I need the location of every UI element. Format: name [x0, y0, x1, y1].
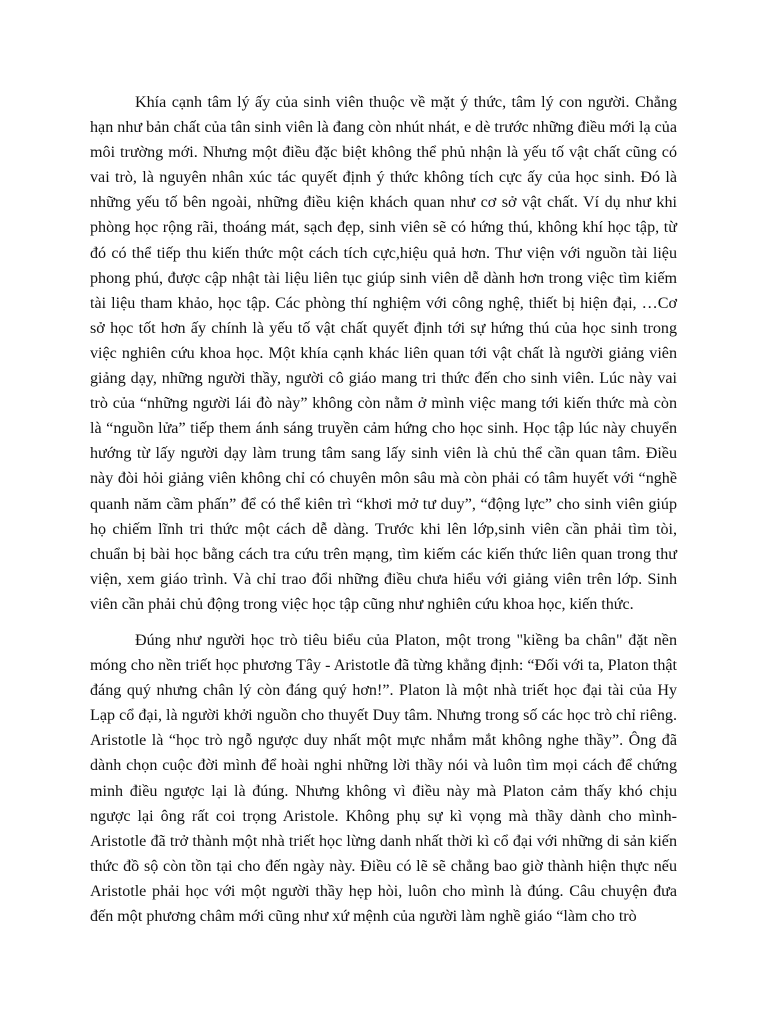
paragraph-1: Khía cạnh tâm lý ấy của sinh viên thuộc về mặt ý thức, tâm lý con người. Chẳng hạn như bản chất của tân sinh viên là đang còn nhút nhát, e dè trước những điều mới lạ của môi trường mới. Nhưng một điều đặc biệt không thể phủ nhận là yếu tố vật chất cũng có vai trò, là nguyên nhân xúc tác quyết định ý thức không tích cực ấy của học sinh. Đó là những yếu tố bên ngoài, những điều kiện khách quan như cơ sở vật chất. Ví dụ như khi phòng học rộng rãi, thoáng mát, sạch đẹp, sinh viên sẽ có hứng thú, không khí học tập, từ đó có thể tiếp thu kiến thức một cách tích cực,hiệu quả hơn. Thư viện với nguồn tài liệu phong phú, được cập nhật tài liệu liên tục giúp sinh viên dễ dành hơn trong việc tìm kiếm tài liệu tham khảo, học tập. Các phòng thí nghiệm với công nghệ, thiết bị hiện đại, …Cơ sở học tốt hơn ấy chính là yếu tố vật chất quyết định tới sự hứng thú của học sinh trong việc nghiên cứu khoa học. Một khía cạnh khác liên quan tới vật chất là người giảng viên giảng dạy, những người thầy, người cô giáo mang tri thức đến cho sinh viên. Lúc này vai trò của “những người lái đò này” không còn nằm ở mình việc mang tới kiến thức mà còn là “nguồn lửa” tiếp them ánh sáng truyền cảm hứng cho học sinh. Học tập lúc này chuyển hướng từ lấy người dạy làm trung tâm sang lấy sinh viên là chủ thể cần quan tâm. Điều này đòi hỏi giảng viên không chỉ có chuyên môn sâu mà còn phải có tâm huyết với “nghề quanh năm cầm phấn” để có thể kiên trì “khơi mở tư duy”, “động lực” cho sinh viên giúp họ chiếm lĩnh tri thức một cách dễ dàng. Trước khi lên lớp,sinh viên cần phải tìm tòi, chuẩn bị bài học bằng cách tra cứu trên mạng, tìm kiếm các kiến thức liên quan trong thư viện, xem giáo trình. Và chỉ trao đổi những điều chưa hiểu với giảng viên trên lớp. Sinh viên cần phải chủ động trong việc học tập cũng như nghiên cứu khoa học, kiến thức.	[90, 94, 677, 613]
paragraph-2: Đúng như người học trò tiêu biểu của Platon, một trong "kiềng ba chân" đặt nền móng cho nền triết học phương Tây - Aristotle đã từng khẳng định: “Đối với ta, Platon thật đáng quý nhưng chân lý còn đáng quý hơn!”. Platon là một nhà triết học đại tài của Hy Lạp cổ đại, là người khởi nguồn cho thuyết Duy tâm. Nhưng trong số các học trò chỉ riêng. Aristotle là “học trò ngỗ ngược duy nhất một mực nhắm mắt không nghe thầy”. Ông đã dành chọn cuộc đời mình để hoài nghi những lời thầy nói và luôn tìm mọi cách để chứng minh điều ngược lại là đúng. Nhưng không vì điều này mà Platon cảm thấy khó chịu ngược lại ông rất coi trọng Aristole. Không phụ sự kì vọng mà thầy dành cho mình- Aristotle đã trở thành một nhà triết học lừng danh nhất thời kì cổ đại với những di sản kiến thức đồ sộ còn tồn tại cho đến ngày này. Điều có lẽ sẽ chẳng bao giờ thành hiện thực nếu Aristotle phải học với một người thầy hẹp hòi, luôn cho mình là đúng. Câu chuyện đưa đến một phương châm mới cũng như xứ mệnh của người làm nghề giáo “làm cho trò	[90, 631, 677, 925]
document-page	[90, 90, 677, 929]
